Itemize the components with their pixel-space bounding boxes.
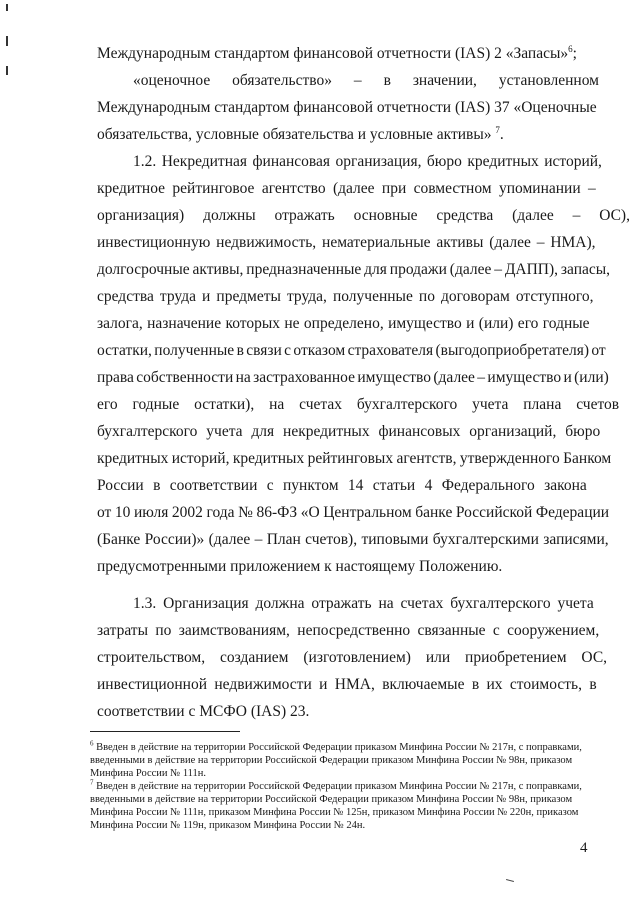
margin-mark bbox=[6, 66, 8, 75]
text-line: соответствии с МСФО (IAS) 23. bbox=[97, 703, 310, 720]
footnote-line: $^7$ Введен в действие на территории Российской Федерации приказом Минфина России № 217н, с поправками, bbox=[90, 778, 582, 792]
text-line: права собственности на застрахованное имущество (далее – имущество и (или) bbox=[97, 369, 609, 386]
footnote-number: 7 bbox=[90, 778, 94, 787]
footnote-7 bbox=[90, 780, 602, 832]
text-line: обязательства, условные обязательства и условные активы» $^7$. bbox=[97, 124, 504, 143]
text-line: строительством, созданием (изготовлением) или приобретением ОС, bbox=[97, 649, 608, 666]
margin-mark bbox=[6, 4, 8, 11]
text-line: России в соответствии с пунктом 14 статьи 4 Федерального закона bbox=[97, 477, 587, 494]
text-line: средства труда и предметы труда, полученные по договорам отступного, bbox=[97, 288, 594, 305]
paragraph-estimate bbox=[97, 67, 599, 148]
text-line: кредитное рейтинговое агентство (далее при совместном упоминании – bbox=[97, 180, 596, 197]
footnote-line: введенными в действие на территории Российской Федерации приказом Минфина России № 98н, приказом bbox=[90, 755, 573, 766]
footnote-line: введенными в действие на территории Российской Федерации приказом Минфина России № 98н, приказом bbox=[90, 794, 573, 805]
footnote-line: Минфина России № 119н, приказом Минфина России № 24н. bbox=[90, 820, 366, 831]
margin-mark bbox=[6, 36, 8, 46]
document-body bbox=[97, 40, 630, 725]
scan-mark bbox=[506, 879, 514, 882]
text-line: бухгалтерского учета для некредитных финансовых организаций, бюро bbox=[97, 423, 601, 440]
text-line: «оценочное обязательство» – в значении, установленном bbox=[133, 72, 599, 89]
text-line: затраты по заимствованиям, непосредственно связанные с сооружением, bbox=[97, 622, 600, 639]
text-line: долгосрочные активы, предназначенные для продажи (далее – ДАПП), запасы, bbox=[97, 261, 611, 278]
footnote-number: 6 bbox=[90, 739, 94, 748]
footnote-line: Минфина России № 111н, приказом Минфина России № 125н, приказом Минфина России № 220н, приказом bbox=[90, 807, 579, 818]
paragraph-1-2 bbox=[97, 148, 630, 580]
text-line: от 10 июля 2002 года № 86-ФЗ «О Центральном банке Российской Федерации bbox=[97, 504, 610, 521]
text-line: его годные остатки), на счетах бухгалтерского учета плана счетов bbox=[97, 396, 620, 413]
footnote-6 bbox=[90, 741, 602, 780]
text-line: остатки, полученные в связи с отказом страхователя (выгодоприобретателя) от bbox=[97, 342, 606, 359]
footnote-separator bbox=[90, 731, 240, 732]
footnote-line: $^6$ Введен в действие на территории Российской Федерации приказом Минфина России № 217н, с поправками, bbox=[90, 739, 582, 753]
footnotes bbox=[90, 741, 602, 832]
text-line: залога, назначение которых не определено, имущество и (или) его годные bbox=[97, 315, 590, 332]
text-line: (Банке России)» (далее – План счетов), типовыми бухгалтерскими записями, bbox=[97, 531, 609, 548]
paragraph-1-3 bbox=[97, 590, 608, 725]
footnote-ref: 6 bbox=[568, 43, 573, 54]
text-line: Международным стандартом финансовой отчетности (IAS) 37 «Оценочные bbox=[97, 99, 597, 116]
footnote-line: Минфина России № 111н. bbox=[90, 768, 207, 779]
text-line: инвестиционную недвижимость, нематериальные активы (далее – НМА), bbox=[97, 234, 596, 251]
text-line: Международным стандартом финансовой отчетности (IAS) 2 «Запасы» bbox=[97, 45, 569, 62]
text-line: 1.3. Организация должна отражать на счетах бухгалтерского учета bbox=[133, 595, 594, 612]
paragraph-ias2: Международным стандартом финансовой отчетности (IAS) 2 «Запасы»$^6$; bbox=[97, 43, 577, 62]
text-line: организация) должны отражать основные средства (далее – ОС), bbox=[97, 207, 630, 224]
text-line: 1.2. Некредитная финансовая организация, бюро кредитных историй, bbox=[133, 153, 602, 170]
page-number: 4 bbox=[580, 840, 588, 856]
footnote-ref: 7 bbox=[495, 124, 500, 135]
text-line: предусмотренными приложением к настоящему Положению. bbox=[97, 558, 503, 575]
text-line: инвестиционной недвижимости и НМА, включаемые в их стоимость, в bbox=[97, 676, 597, 693]
text-line: кредитных историй, кредитных рейтинговых агентств, утвержденного Банком bbox=[97, 450, 612, 467]
